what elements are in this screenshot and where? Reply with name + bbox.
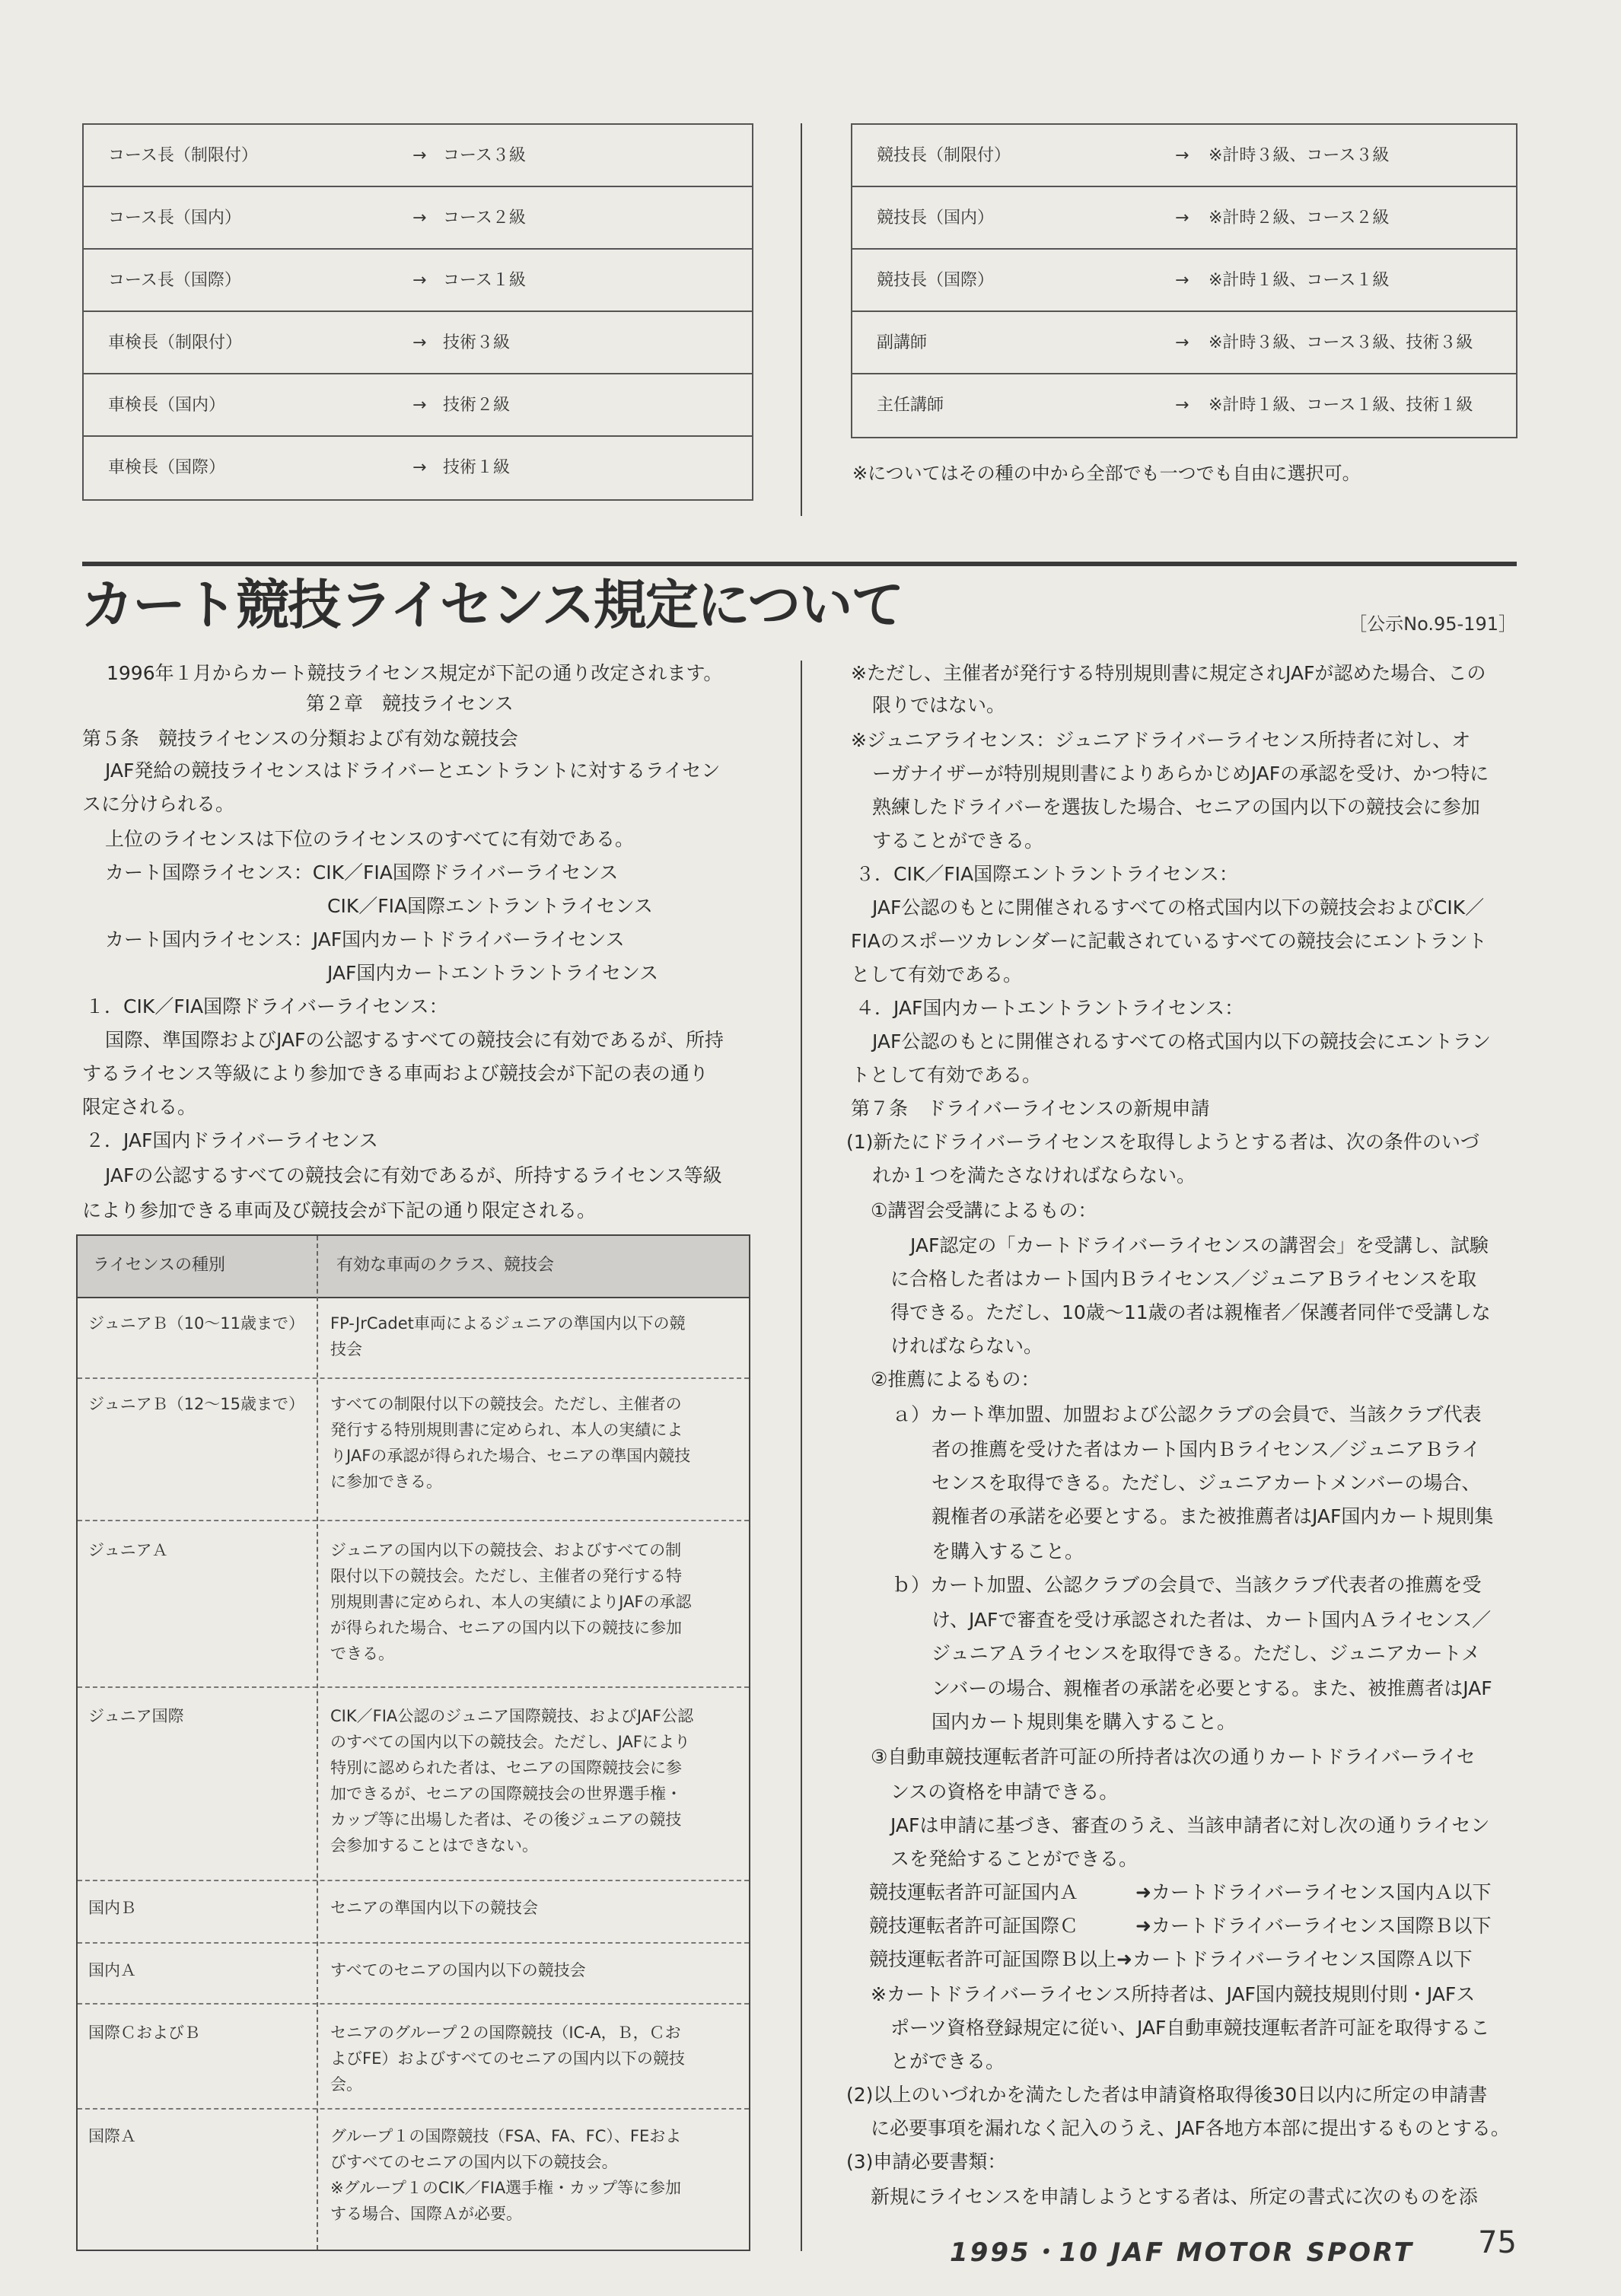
mapping-value: コース３級	[443, 146, 526, 165]
item-heading: １．CIK／FIA国際ドライバーライセンス：	[85, 995, 448, 1017]
desc-line: 会。	[330, 2075, 362, 2094]
notice-number: ［公示No.95-191］	[1349, 613, 1517, 635]
desc-line: 加できるが、セニアの国際競技会の世界選手権・	[330, 1785, 682, 1803]
mapping-value: ※計時１級、コース１級	[1209, 271, 1390, 290]
desc-line: できる。	[330, 1645, 394, 1663]
body-line: に合格した者はカート国内Ｂライセンス／ジュニアＢライセンスを取	[890, 1268, 1477, 1290]
arrow-icon: →	[1175, 333, 1189, 352]
body-line: JAF認定の「カートドライバーライセンスの講習会」を受講し、試験	[910, 1234, 1489, 1256]
column-divider	[801, 661, 802, 2251]
header-license-type: ライセンスの種別	[93, 1256, 226, 1275]
body-line: JAFは申請に基づき、審査のうえ、当該申請者に対し次の通りライセン	[890, 1814, 1490, 1836]
section-rule	[82, 562, 1517, 566]
body-line: に必要事項を漏れなく記入のうえ、JAF各地方本部に提出するものとする。	[871, 2117, 1510, 2139]
desc-line: のすべての国内以下の競技会。ただし、JAFにより	[330, 1733, 690, 1751]
table-row	[78, 1880, 749, 1881]
arrow-icon: →	[1175, 271, 1189, 290]
body-line: ンスの資格を申請できる。	[890, 1781, 1119, 1803]
desc-line: すべてのセニアの国内以下の競技会	[330, 1961, 586, 1979]
table-row	[78, 2108, 749, 2110]
body-line: ければならない。	[890, 1335, 1043, 1357]
body-line: することができる。	[872, 830, 1044, 852]
desc-line: 限付以下の競技会。ただし、主催者の発行する特	[330, 1567, 682, 1585]
license-type: 国際Ａ	[88, 2127, 136, 2145]
body-line: ※カートドライバーライセンス所持者は、JAF国内競技規則付則・JAFス	[871, 1983, 1476, 2005]
body-line: カート国際ライセンス：CIK／FIA国際ドライバーライセンス	[105, 861, 619, 884]
body-line: とができる。	[890, 2050, 1005, 2072]
column-divider	[801, 123, 802, 516]
body-line: するライセンス等級により参加できる車両および競技会が下記の表の通り	[82, 1062, 709, 1084]
body-line: ※ジュニアライセンス：ジュニアドライバーライセンス所持者に対し、オ	[851, 729, 1471, 751]
desc-line: りJAFの承認が得られた場合、セニアの準国内競技	[330, 1447, 691, 1465]
sub-heading: ①講習会受講によるもの：	[871, 1199, 1097, 1221]
mapping-row	[84, 437, 752, 499]
mapping-row	[84, 187, 752, 250]
license-table	[76, 1234, 750, 2251]
body-line: トとして有効である。	[851, 1064, 1042, 1086]
desc-line: カップ等に出場した者は、その後ジュニアの競技	[330, 1810, 682, 1829]
chapter-heading: 第２章 競技ライセンス	[306, 693, 514, 715]
desc-line: セニアのグループ２の国際競技（IC-A，Ｂ，Ｃお	[330, 2024, 681, 2042]
body-line: として有効である。	[851, 963, 1023, 986]
license-type: 国内Ｂ	[88, 1899, 136, 1917]
article-heading: 第７条 ドライバーライセンスの新規申請	[851, 1097, 1210, 1119]
desc-line: 技会	[330, 1340, 362, 1358]
license-type: ジュニア国際	[88, 1707, 184, 1725]
body-line: ※ただし、主催者が発行する特別規則書に規定されJAFが認めた場合、この	[851, 662, 1486, 684]
body-line: 上位のライセンスは下位のライセンスのすべてに有効である。	[105, 828, 635, 850]
body-line: JAFの公認するすべての競技会に有効であるが、所持するライセンス等級	[105, 1164, 722, 1186]
table-column-divider	[317, 1236, 318, 2250]
body-line: (2)以上のいづれかを満たした者は申請資格取得後30日以内に所定の申請書	[846, 2084, 1488, 2106]
body-line: ポーツ資格登録規定に従い、JAF自動車競技運転者許可証を取得するこ	[890, 2017, 1490, 2039]
desc-line: する場合、国際Ａが必要。	[330, 2205, 522, 2223]
article-heading: 第５条 競技ライセンスの分類および有効な競技会	[82, 728, 518, 750]
body-line: センスを取得できる。ただし、ジュニアカートメンバーの場合、	[932, 1472, 1481, 1494]
page-number: 75	[1478, 2225, 1517, 2260]
body-line: 競技運転者許可証国内Ａ ➜カートドライバーライセンス国内Ａ以下	[869, 1881, 1492, 1903]
desc-line: が得られた場合、セニアの国内以下の競技に参加	[330, 1619, 682, 1637]
body-line: カート国内ライセンス：JAF国内カートドライバーライセンス	[105, 928, 625, 951]
body-line: により参加できる車両及び競技会が下記の通り限定される。	[82, 1199, 597, 1221]
license-desc	[330, 1705, 693, 1857]
item-heading: ３．CIK／FIA国際エントラントライセンス：	[855, 863, 1238, 885]
item-heading: ２．JAF国内ドライバーライセンス	[85, 1129, 378, 1151]
table-row	[78, 2003, 749, 2005]
page-title: カート競技ライセンス規定について	[81, 574, 903, 636]
desc-line: CIK／FIA公認のジュニア国際競技、およびJAF公認	[330, 1707, 694, 1725]
license-type: ジュニアＢ（12〜15歳まで）	[88, 1395, 305, 1413]
mapping-value: 技術１級	[443, 458, 511, 477]
magazine-footer: 1995・10 JAF MOTOR SPORT	[950, 2237, 1414, 2268]
desc-line: セニアの準国内以下の競技会	[330, 1899, 538, 1917]
body-line: 国際、準国際およびJAFの公認するすべての競技会に有効であるが、所持	[105, 1029, 724, 1051]
mapping-label: 車検長（国内）	[108, 396, 226, 415]
mapping-value: コース２級	[443, 209, 526, 228]
mapping-label: 主任講師	[877, 396, 944, 415]
mapping-label: 競技長（国際）	[877, 271, 995, 290]
body-line: JAF公認のもとに開催されるすべての格式国内以下の競技会およびCIK／	[872, 896, 1485, 919]
desc-line: 発行する特別規則書に定められ、本人の実績によ	[330, 1421, 683, 1439]
mapping-value: ※計時２級、コース２級	[1209, 209, 1390, 228]
desc-line: 別規則書に定められ、本人の実績によりJAFの承認	[330, 1593, 692, 1611]
license-type: 国際ＣおよびＢ	[88, 2024, 200, 2042]
body-line: を購入すること。	[932, 1540, 1084, 1562]
desc-line: ジュニアの国内以下の競技会、およびすべての制	[330, 1541, 682, 1559]
desc-line: 特別に認められた者は、セニアの国際競技会に参	[330, 1759, 682, 1777]
license-desc	[330, 1959, 586, 1982]
body-line: 限定される。	[82, 1096, 197, 1118]
body-line: (1)新たにドライバーライセンスを取得しようとする者は、次の条件のいづ	[846, 1131, 1479, 1153]
body-line: FIAのスポーツカレンダーに記載されているすべての競技会にエントラント	[851, 930, 1487, 952]
body-line: け、JAFで審査を受け承認された者は、カート国内Ａライセンス／	[932, 1609, 1492, 1631]
mapping-value: 技術２級	[443, 396, 511, 415]
arrow-icon: →	[1175, 209, 1189, 228]
table-row	[78, 1942, 749, 1944]
arrow-icon: →	[412, 146, 427, 165]
course-vehicle-mapping-table	[82, 123, 753, 501]
mapping-label: 副講師	[877, 333, 928, 352]
desc-line: ※グループ１のCIK／FIA選手権・カップ等に参加	[330, 2179, 681, 2197]
mapping-label: コース長（国際）	[108, 271, 241, 290]
table-row	[78, 1686, 749, 1688]
body-line: 親権者の承諾を必要とする。また被推薦者はJAF国内カート規則集	[932, 1505, 1494, 1527]
desc-line: に参加できる。	[330, 1473, 442, 1491]
body-line: 者の推薦を受けた者はカート国内Ｂライセンス／ジュニアＢライ	[932, 1438, 1481, 1460]
body-line: 国内カート規則集を購入すること。	[932, 1711, 1237, 1733]
mapping-row	[852, 312, 1516, 374]
sub-heading: ③自動車競技運転者許可証の所持者は次の通りカートドライバーライセ	[871, 1746, 1476, 1768]
arrow-icon: →	[1175, 396, 1189, 415]
desc-line: びすべてのセニアの国内以下の競技会。	[330, 2153, 618, 2171]
body-line: (3)申請必要書類：	[846, 2151, 1007, 2173]
mapping-label: 車検長（国際）	[108, 458, 226, 477]
mapping-row	[852, 187, 1516, 250]
arrow-icon: →	[412, 271, 427, 290]
mapping-value: コース１級	[443, 271, 526, 290]
desc-line: FP-JrCadet車両によるジュニアの準国内以下の競	[330, 1314, 686, 1333]
body-line: 熟練したドライバーを選抜した場合、セニアの国内以下の競技会に参加	[872, 796, 1480, 818]
license-desc	[330, 1312, 685, 1361]
body-line: JAF国内カートエントラントライセンス	[327, 962, 659, 984]
mapping-row	[852, 374, 1516, 437]
body-line: れか１つを満たさなければならない。	[872, 1164, 1196, 1186]
body-line: ンバーの場合、親権者の承諾を必要とする。また、被推薦者はJAF	[932, 1677, 1492, 1699]
mapping-label: 競技長（制限付）	[877, 146, 1011, 165]
license-desc	[330, 1539, 692, 1665]
mapping-label: コース長（制限付）	[108, 146, 258, 165]
body-line: ａ）カート準加盟、加盟および公認クラブの会員で、当該クラブ代表	[892, 1403, 1482, 1425]
body-line: スを発給することができる。	[890, 1848, 1139, 1870]
license-desc	[330, 1393, 690, 1493]
arrow-icon: →	[1175, 146, 1189, 165]
license-type: 国内Ａ	[88, 1961, 136, 1979]
body-line: 限りではない。	[872, 694, 1006, 716]
body-line: スに分けられる。	[82, 793, 235, 815]
table-row	[78, 1520, 749, 1521]
sub-heading: ②推薦によるもの：	[871, 1368, 1040, 1390]
body-line: ジュニアＡライセンスを取得できる。ただし、ジュニアカートメ	[932, 1642, 1481, 1664]
body-line: ｂ）カート加盟、公認クラブの会員で、当該クラブ代表者の推薦を受	[892, 1574, 1482, 1596]
desc-line: すべての制限付以下の競技会。ただし、主催者の	[330, 1395, 682, 1413]
license-type: ジュニアＢ（10〜11歳まで）	[88, 1314, 305, 1333]
mapping-value: ※計時３級、コース３級、技術３級	[1209, 333, 1473, 352]
mapping-row	[84, 312, 752, 374]
official-mapping-table	[851, 123, 1517, 438]
arrow-icon: →	[412, 396, 427, 415]
arrow-icon: →	[412, 333, 427, 352]
body-line: JAF公認のもとに開催されるすべての格式国内以下の競技会にエントラン	[872, 1030, 1491, 1052]
body-line: 新規にライセンスを申請しようとする者は、所定の書式に次のものを添	[871, 2186, 1478, 2208]
mapping-label: 車検長（制限付）	[108, 333, 243, 352]
license-desc	[330, 2125, 681, 2225]
license-type: ジュニアＡ	[88, 1541, 168, 1559]
item-heading: ４．JAF国内カートエントラントライセンス：	[855, 997, 1244, 1019]
mapping-label: 競技長（国内）	[877, 209, 995, 228]
body-line: 競技運転者許可証国際Ｂ以上➜カートドライバーライセンス国際Ａ以下	[869, 1948, 1473, 1970]
mapping-row	[84, 125, 752, 187]
mapping-label: コース長（国内）	[108, 209, 241, 228]
mapping-row	[84, 374, 752, 437]
arrow-icon: →	[412, 458, 427, 477]
mapping-row	[852, 250, 1516, 312]
desc-line: 会参加することはできない。	[330, 1836, 538, 1855]
license-desc	[330, 1896, 538, 1919]
header-valid-class: 有効な車両のクラス、競技会	[336, 1256, 555, 1275]
mapping-row	[852, 125, 1516, 187]
license-desc	[330, 2021, 685, 2096]
body-line: CIK／FIA国際エントラントライセンス	[327, 895, 653, 917]
body-line: 競技運転者許可証国際Ｃ ➜カートドライバーライセンス国際Ｂ以下	[869, 1915, 1492, 1937]
mapping-value: ※計時１級、コース１級、技術１級	[1209, 396, 1473, 415]
table-row	[78, 1377, 749, 1379]
mapping-value: 技術３級	[443, 333, 511, 352]
mapping-note: ※についてはその種の中から全部でも一つでも自由に選択可。	[852, 463, 1361, 484]
mapping-value: ※計時３級、コース３級	[1209, 146, 1390, 165]
body-line: 得できる。ただし、10歳〜11歳の者は親権者／保護者同伴で受講しな	[890, 1301, 1491, 1323]
body-line: ーガナイザーが特別規則書によりあらかじめJAFの承認を受け、かつ特に	[872, 763, 1489, 785]
mapping-row	[84, 250, 752, 312]
desc-line: グループ１の国際競技（FSA、FA、FC）、FEおよ	[330, 2127, 682, 2145]
body-line: JAF発給の競技ライセンスはドライバーとエントラントに対するライセン	[105, 759, 721, 782]
desc-line: よびFE）およびすべてのセニアの国内以下の競技	[330, 2049, 685, 2068]
arrow-icon: →	[412, 209, 427, 228]
intro-line: 1996年１月からカート競技ライセンス規定が下記の通り改定されます。	[107, 662, 723, 684]
